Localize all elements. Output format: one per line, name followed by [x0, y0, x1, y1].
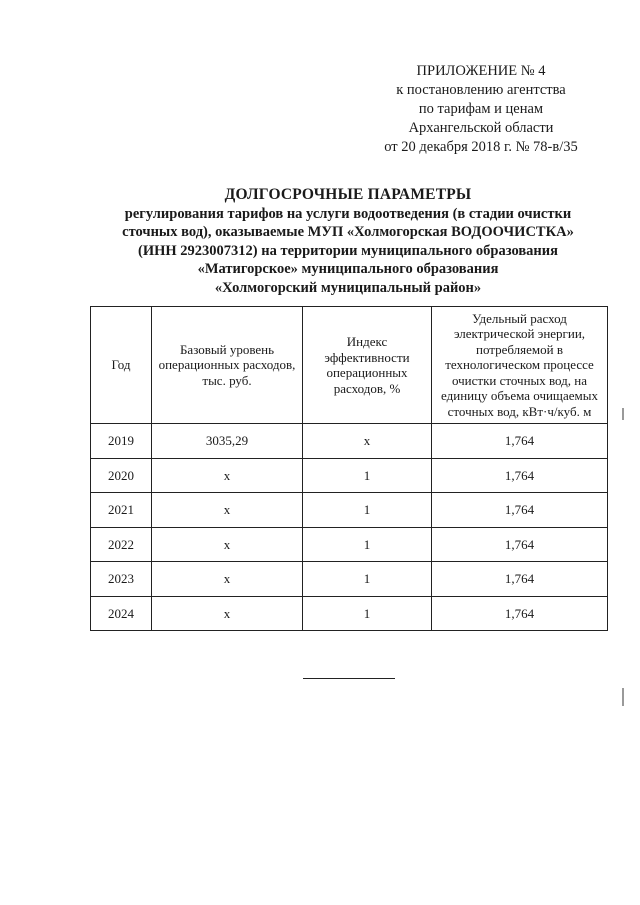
header-base-opex: Базовый уровень операционных расходов, тыс. руб. — [152, 307, 303, 424]
cell-year: 2021 — [91, 493, 152, 528]
cell-base-opex: х — [152, 562, 303, 597]
cell-energy-consumption: 1,764 — [432, 424, 608, 459]
table-header-row — [91, 307, 608, 424]
appendix-reference-line: к постановлению агентства — [396, 82, 566, 98]
cell-efficiency-index: 1 — [303, 562, 432, 597]
appendix-date: от 20 декабря 2018 г. № 78-в/35 — [384, 139, 578, 155]
cell-base-opex: 3035,29 — [152, 424, 303, 459]
scan-artifact — [622, 688, 624, 706]
cell-year: 2024 — [91, 596, 152, 631]
title-line: «Матигорское» муниципального образования — [197, 261, 499, 277]
cell-energy-consumption: 1,764 — [432, 527, 608, 562]
table-row — [91, 493, 608, 528]
cell-efficiency-index: х — [303, 424, 432, 459]
cell-base-opex: х — [152, 527, 303, 562]
appendix-reference-line: по тарифам и ценам — [418, 101, 544, 117]
cell-year: 2023 — [91, 562, 152, 597]
cell-energy-consumption: 1,764 — [432, 493, 608, 528]
scan-artifact — [622, 408, 624, 420]
title-line: (ИНН 2923007312) на территории муниципального образования — [138, 242, 558, 259]
cell-year: 2019 — [91, 424, 152, 459]
parameters-table — [90, 306, 608, 631]
cell-efficiency-index: 1 — [303, 458, 432, 493]
cell-year: 2022 — [91, 527, 152, 562]
cell-base-opex: х — [152, 596, 303, 631]
cell-efficiency-index: 1 — [303, 596, 432, 631]
cell-energy-consumption: 1,764 — [432, 458, 608, 493]
cell-base-opex: х — [152, 493, 303, 528]
title-line: регулирования тарифов на услуги водоотведения (в стадии очистки — [124, 205, 572, 222]
appendix-reference-line: Архангельской области — [408, 120, 554, 136]
title-main: ДОЛГОСРОЧНЫЕ ПАРАМЕТРЫ — [224, 186, 472, 203]
cell-year: 2020 — [91, 458, 152, 493]
table-row — [91, 596, 608, 631]
cell-efficiency-index: 1 — [303, 527, 432, 562]
separator-line — [303, 678, 395, 679]
header-year: Год — [91, 307, 152, 424]
table-row — [91, 562, 608, 597]
header-efficiency-index: Индекс эффективности операционных расходов, % — [303, 307, 432, 424]
cell-energy-consumption: 1,764 — [432, 562, 608, 597]
appendix-number: ПРИЛОЖЕНИЕ № 4 — [416, 63, 546, 79]
appendix-header — [356, 62, 606, 157]
title-line: «Холмогорский муниципальный район» — [214, 279, 482, 296]
cell-base-opex: х — [152, 458, 303, 493]
table-row — [91, 527, 608, 562]
table-row — [91, 458, 608, 493]
header-energy-consumption: Удельный расход электрической энергии, потребляемой в технологическом процессе очистки сточных вод, на единицу объема очищаемых сточных вод, кВт·ч/куб. м — [432, 307, 608, 424]
title-line: сточных вод), оказываемые МУП «Холмогорская ВОДООЧИСТКА» — [122, 224, 574, 240]
cell-efficiency-index: 1 — [303, 493, 432, 528]
document-title — [88, 186, 608, 297]
cell-energy-consumption: 1,764 — [432, 596, 608, 631]
table-row — [91, 424, 608, 459]
